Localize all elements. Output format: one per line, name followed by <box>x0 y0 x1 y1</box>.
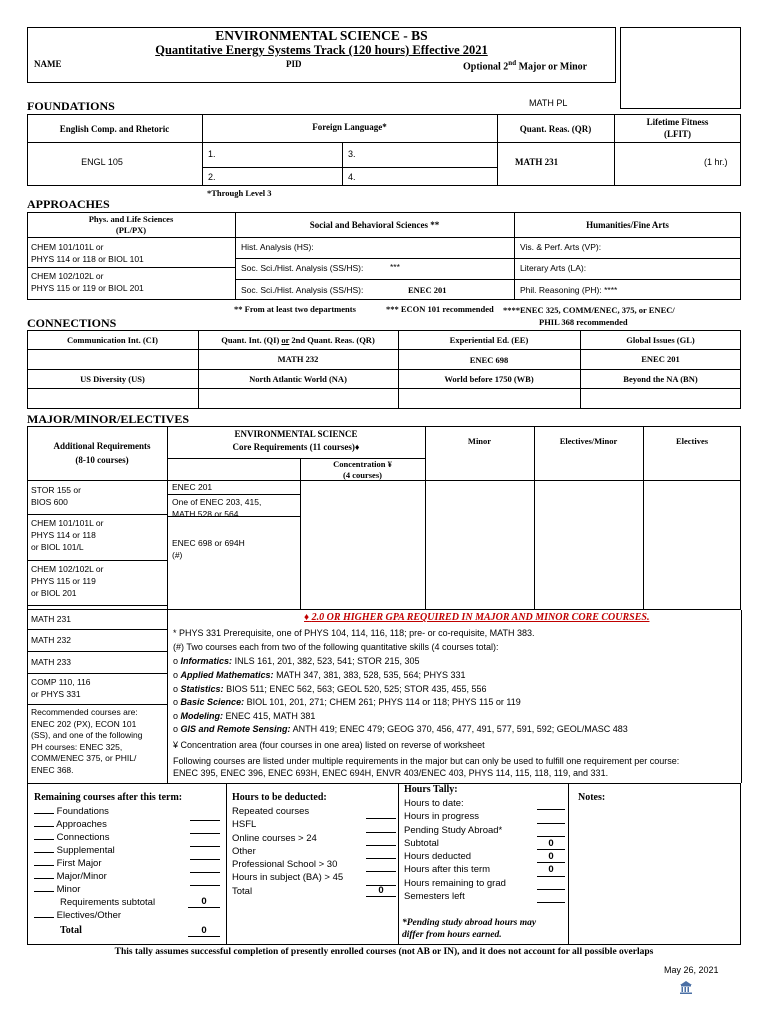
approaches-note-2: *** ECON 101 recommended <box>386 304 494 314</box>
ci-header: Communication Int. (CI) <box>67 335 158 345</box>
note-concentration: ¥ Concentration area (four courses in one area) listed on reverse of worksheet <box>173 740 485 750</box>
building-icon <box>678 979 694 995</box>
gpa-note: ♦ 2.0 OR HIGHER GPA REQUIRED IN MAJOR AND MINOR CORE COURSES. <box>304 612 650 623</box>
na-header: North Atlantic World (NA) <box>249 374 347 384</box>
addl-header: Additional Requirements (8-10 courses) <box>53 441 151 465</box>
electives-header: Electives <box>675 436 709 446</box>
lfit-value: (1 hr.) <box>704 157 728 167</box>
note-gis: o GIS and Remote Sensing: ANTH 419; ENEC 479; GEOG 370, 456, 477, 491, 577, 591, 592; GEOL/MASC 483 <box>173 724 628 734</box>
total-value: 0 <box>188 925 220 937</box>
pl-req-2: CHEM 102/102L or PHYS 115 or 119 or BIOL 201 <box>31 271 144 293</box>
sbs-header: Social and Behavioral Sciences ** <box>309 220 440 230</box>
addl-recommended: Recommended courses are: ENEC 202 (PX), ECON 101 (SS), and one of the following PH courses: ENEC 325, COMM/ENEC 375, or PHIL/ ENEC 368. <box>31 707 143 775</box>
minor-header: Minor <box>467 436 492 446</box>
addl-req-6: MATH 233 <box>31 657 71 667</box>
page-subtitle: Quantitative Energy Systems Track (120 hours) Effective 2021 <box>155 43 488 57</box>
note-statistics: o Statistics: BIOS 511; ENEC 562, 563; GEOL 520, 525; STOR 435, 455, 556 <box>173 684 487 694</box>
approaches-note-3: ****ENEC 325, COMM/ENEC, 375, or ENEC/ PHIL 368 recommended <box>503 305 675 327</box>
english-header: English Comp. and Rhetoric <box>59 124 170 134</box>
bn-header: Beyond the NA (BN) <box>623 374 698 384</box>
major-heading: MAJOR/MINOR/ELECTIVES <box>27 412 190 426</box>
note-multiple-listing: Following courses are listed under multiple requirements in the major but can only be used to fulfill one requirement per course: ENEC 395, ENEC 396, ENEC 693H, ENEC 694H, ENVR 403/ENEC 403, PHYS 114, 115, 118, 119, and 331. <box>173 756 680 778</box>
note-applied-math: o Applied Mathematics: MATH 347, 381, 383, 528, 535, 564; PHYS 331 <box>173 670 466 680</box>
english-value: ENGL 105 <box>81 157 123 167</box>
fl-slot-4[interactable]: 4. <box>348 172 356 182</box>
note-phys331: * PHYS 331 Prerequisite, one of PHYS 104, 114, 116, 118; pre- or co-requisite, MATH 383. <box>173 628 535 638</box>
qi-header: Quant. Int. (QI) or 2nd Quant. Reas. (QR) <box>221 335 375 345</box>
remaining-header: Remaining courses after this term: <box>34 792 183 803</box>
qr-value: MATH 231 <box>515 157 559 167</box>
concentration-header: Concentration ¥ (4 courses) <box>333 459 392 480</box>
pl-req-1: CHEM 101/101L or PHYS 114 or 118 or BIOL 101 <box>31 242 144 264</box>
ss-stars: *** <box>390 262 400 272</box>
ee-header: Experiential Ed. (EE) <box>449 335 529 345</box>
hours-tally-header: Hours Tally: <box>404 784 458 795</box>
pending-note: *Pending study abroad hours may differ from hours earned. <box>402 918 537 940</box>
approaches-note-1: ** From at least two departments <box>234 304 356 314</box>
addl-req-3: CHEM 102/102L or PHYS 115 or 119 or BIOL 201 <box>31 564 104 598</box>
optional-major-label: Optional 2nd Major or Minor <box>463 59 588 73</box>
qi-value: MATH 232 <box>277 354 319 364</box>
la-label: Literary Arts (LA): <box>520 263 587 273</box>
ee-value: ENEC 698 <box>469 355 509 365</box>
remaining-blanks <box>190 808 220 886</box>
ph-label: Phil. Reasoning (PH): **** <box>520 285 618 295</box>
us-header: US Diversity (US) <box>80 374 145 384</box>
deduct-list: Repeated courses HSFL Online courses > 24 Other Professional School > 30 Hours in subject (BA) > 45 Total <box>232 806 344 897</box>
ss-label: Soc. Sci./Hist. Analysis (SS/HS): <box>241 263 364 273</box>
gl-header: Global Issues (GL) <box>626 335 695 345</box>
date: May 26, 2021 <box>664 965 719 975</box>
hs-label: Hist. Analysis (HS): <box>241 242 314 252</box>
photo-box <box>620 27 741 109</box>
bs-label: Soc. Sci./Hist. Analysis (SS/HS): <box>241 285 364 295</box>
foundations-heading: FOUNDATIONS <box>27 99 115 113</box>
math-pl-label: MATH PL <box>529 98 568 108</box>
deduct-total-value: 0 <box>366 885 396 897</box>
addl-req-7: COMP 110, 116 or PHYS 331 <box>31 677 91 699</box>
name-label: NAME <box>34 59 62 69</box>
total-label: Total <box>60 925 82 936</box>
pid-label: PID <box>286 59 302 69</box>
note-basic-science: o Basic Science: BIOL 101, 201, 271; CHEM 261; PHYS 114 or 118; PHYS 115 or 119 <box>173 697 521 707</box>
hfa-header: Humanities/Fine Arts <box>586 220 669 230</box>
addl-req-2: CHEM 101/101L or PHYS 114 or 118 or BIOL 101/L <box>31 518 104 552</box>
gl-value: ENEC 201 <box>641 354 680 364</box>
remaining-list: Foundations Approaches Connections Supplemental First Major Major/Minor Minor Requirements subtotal Electives/Other <box>34 805 155 922</box>
note-quant-skills: (#) Two courses each from two of the following quantitative skills (4 courses total): <box>173 642 499 652</box>
approaches-heading: APPROACHES <box>27 197 110 211</box>
addl-req-1: STOR 155 or BIOS 600 <box>31 485 81 507</box>
core-req-1: ENEC 201 <box>172 482 213 492</box>
lfit-header: Lifetime Fitness (LFIT) <box>646 117 709 139</box>
core-req-2: One of ENEC 203, 415, MATH 528 or 564 <box>172 497 262 519</box>
notes-label: Notes: <box>578 792 606 803</box>
addl-req-4: MATH 231 <box>31 614 71 624</box>
pl-header: Phys. and Life Sciences (PL/PX) <box>88 214 174 235</box>
note-informatics: o Informatics: INLS 161, 201, 382, 523, 541; STOR 215, 305 <box>173 656 420 666</box>
through-level-note: *Through Level 3 <box>207 188 272 198</box>
deduct-blanks <box>366 806 396 886</box>
hours-list: Hours to date: Hours in progress Pending Study Abroad* Subtotal Hours deducted Hours after this term Hours remaining to grad Semesters left <box>404 798 506 903</box>
core-header: ENVIRONMENTAL SCIENCE Core Requirements (11 courses)♦ <box>232 429 360 452</box>
disclaimer: This tally assumes successful completion of presently enrolled courses (not AB or IN), and it does not account for all possible overlaps <box>114 947 654 957</box>
fl-slot-2[interactable]: 2. <box>208 172 216 182</box>
note-modeling: o Modeling: ENEC 415, MATH 381 <box>173 711 316 721</box>
hours-values: 0 0 0 <box>537 797 565 903</box>
vp-label: Vis. & Perf. Arts (VP): <box>520 242 602 252</box>
fl-header: Foreign Language* <box>312 122 387 132</box>
core-req-3: ENEC 698 or 694H (#) <box>172 538 245 560</box>
wb-header: World before 1750 (WB) <box>444 374 534 384</box>
qr-header: Quant. Reas. (QR) <box>519 124 592 134</box>
addl-req-5: MATH 232 <box>31 635 71 645</box>
electives-minor-header: Electives/Minor <box>559 436 618 446</box>
connections-heading: CONNECTIONS <box>27 316 117 330</box>
fl-slot-3[interactable]: 3. <box>348 149 356 159</box>
deduct-header: Hours to be deducted: <box>232 792 327 803</box>
fl-slot-1[interactable]: 1. <box>208 149 216 159</box>
page-title: ENVIRONMENTAL SCIENCE - BS <box>215 28 428 43</box>
bs-value: ENEC 201 <box>408 285 447 295</box>
req-subtotal-value: 0 <box>188 896 220 908</box>
